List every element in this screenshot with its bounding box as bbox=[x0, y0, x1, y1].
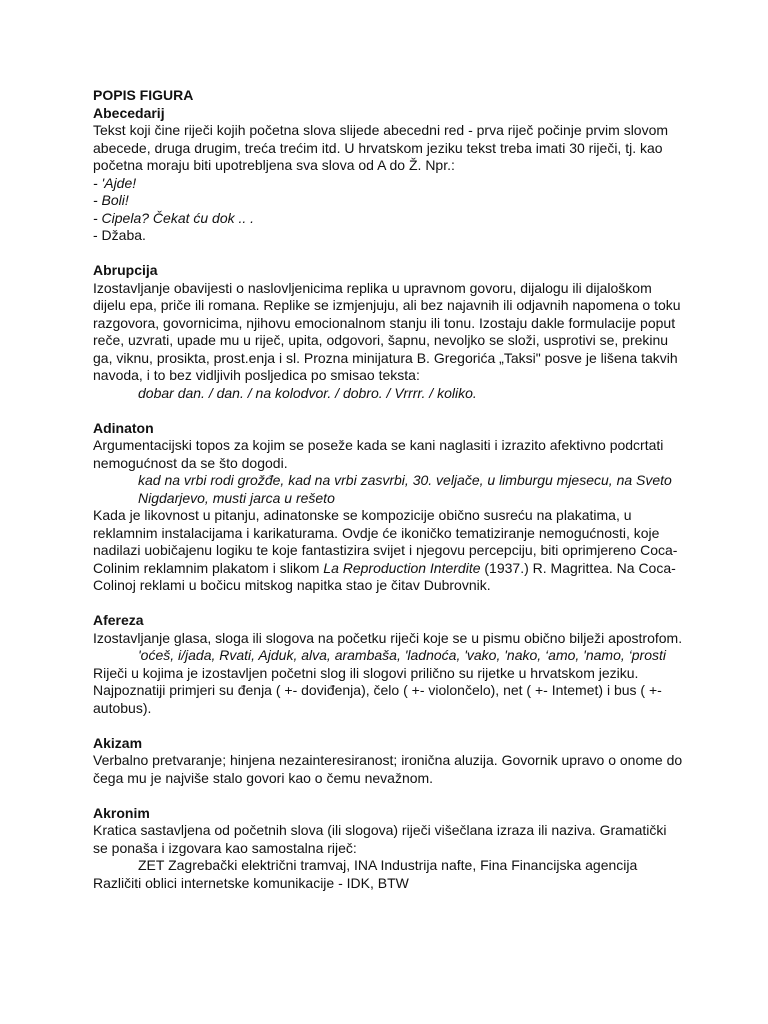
example-quote: 'oćeš, i/jada, Rvati, Ajduk, alva, arambaša, 'ladnoća, 'vako, 'nako, ‘amo, 'namo, ‘prosti bbox=[138, 647, 666, 663]
section-definition: Verbalno pretvaranje; hinjena nezainteresiranost; ironična aluzija. Govornik upravo o onome do čega mu je najviše stalo govori kao o čemu nevažnom. bbox=[93, 752, 683, 786]
section-body: Različiti oblici internetske komunikacije - IDK, BTW bbox=[93, 874, 409, 891]
example-quote: ZET Zagrebački električni tramvaj, INA Industrija nafte, Fina Financijska agencija bbox=[138, 857, 638, 873]
section-body: Riječi u kojima je izostavljen početni slog ili slogovi prilično su rijetke u hrvatskom jeziku. Najpoznatiji primjeri su đenja ( +- doviđenja), čelo ( +- violončelo), net ( +- Intemet) i bus ( +- autobus). bbox=[93, 664, 662, 716]
section-title: Akizam bbox=[93, 734, 143, 751]
section-body bbox=[93, 507, 683, 595]
section-title: Abecedarij bbox=[93, 104, 165, 121]
artwork-title: La Reproduction Interdite bbox=[323, 559, 481, 576]
section-definition: Izostavljanje glasa, sloga ili slogova na početku riječi koje se u pismu obično bilježi apostrofom. bbox=[93, 629, 683, 646]
example-quote: dobar dan. / dan. / na kolodvor. / dobro. / Vrrrr. / koliko. bbox=[138, 384, 477, 401]
document-title: POPIS FIGURA bbox=[93, 87, 194, 103]
section-adinaton bbox=[93, 420, 683, 595]
section-akronim bbox=[93, 805, 683, 893]
section-definition: Tekst koji čine riječi kojih početna slova slijede abecedni red - prva riječ počinje prvim slovom abecede, druga drugim, treća trećim itd. U hrvatskom jeziku tekst treba imati 30 riječi, tj. kao početna moraju biti upotrebljena sva slova od A do Ž. Npr.: bbox=[93, 122, 669, 173]
body-text: (1937.) R. Magrittea. Na Coca-Colinoj reklami u bočicu mitskog napitka stao je čitav Dubrovnik. bbox=[93, 559, 676, 593]
section-afereza bbox=[93, 612, 683, 717]
example-line: - Boli! bbox=[93, 192, 129, 208]
section-abrupcija bbox=[93, 262, 683, 402]
body-text: Kada je likovnost u pitanju, adinatonske se kompozicije obično susreću na plakatima, u reklamnim instalacijama i karikaturama. Ovdje će ikoničko tematiziranje nemogućnosti, koje nadilazi uobičajenu logiku te koje fantastizira svijet i njegovu percepciju, biti oprimjereno Coca-Colinim reklamnim plakatom i slikom bbox=[93, 507, 678, 576]
section-definition: Kratica sastavljena od početnih slova (ili slogova) riječi višečlana izraza ili naziva. Gramatički se ponaša i izgovara kao samostalna riječ: bbox=[93, 822, 667, 856]
example-line: - Cipela? Čekat ću dok .. . bbox=[93, 209, 255, 226]
section-abecedarij bbox=[93, 105, 683, 245]
section-title: Adinaton bbox=[93, 419, 154, 436]
section-definition: Argumentacijski topos za kojim se poseže kada se kani naglasiti i izrazito afektivno podcrtati nemogućnost da se što dogodi. bbox=[93, 437, 664, 471]
document-page bbox=[93, 87, 683, 910]
example-quote: kad na vrbi rodi grožđe, kad na vrbi zasvrbi, 30. veljače, u limburgu mjesecu, na Sveto Nigdarjevo, musti jarca u rešeto bbox=[138, 472, 672, 506]
example-line: - Džaba. bbox=[93, 227, 146, 243]
section-title: Afereza bbox=[93, 612, 144, 628]
example-line: - 'Ajde! bbox=[93, 174, 137, 191]
section-akizam bbox=[93, 735, 683, 788]
section-title: Akronim bbox=[93, 804, 150, 821]
section-title: Abrupcija bbox=[93, 262, 158, 278]
section-definition: Izostavljanje obavijesti o naslovljenicima replika u upravnom govoru, dijalogu ili dijaloškom dijelu epa, priče ili romana. Replike se izmjenjuju, ali bez najavnih ili odjavnih napomena o toku razgovora, govornicima, njihovu emocionalnom stanju ili tonu. Izostaju dakle formulacije poput reče, uzvrati, upade mu u riječ, upita, odgovori, šapnu, nevoljko se složi, usprotivi se, prekinu ga, viknu, prosikta, prost.enja i sl. Prozna minijatura B. Gregorića „Taksi" posve je lišena takvih navoda, i to bez vidljivih posljedica po smisao teksta: bbox=[93, 279, 681, 383]
